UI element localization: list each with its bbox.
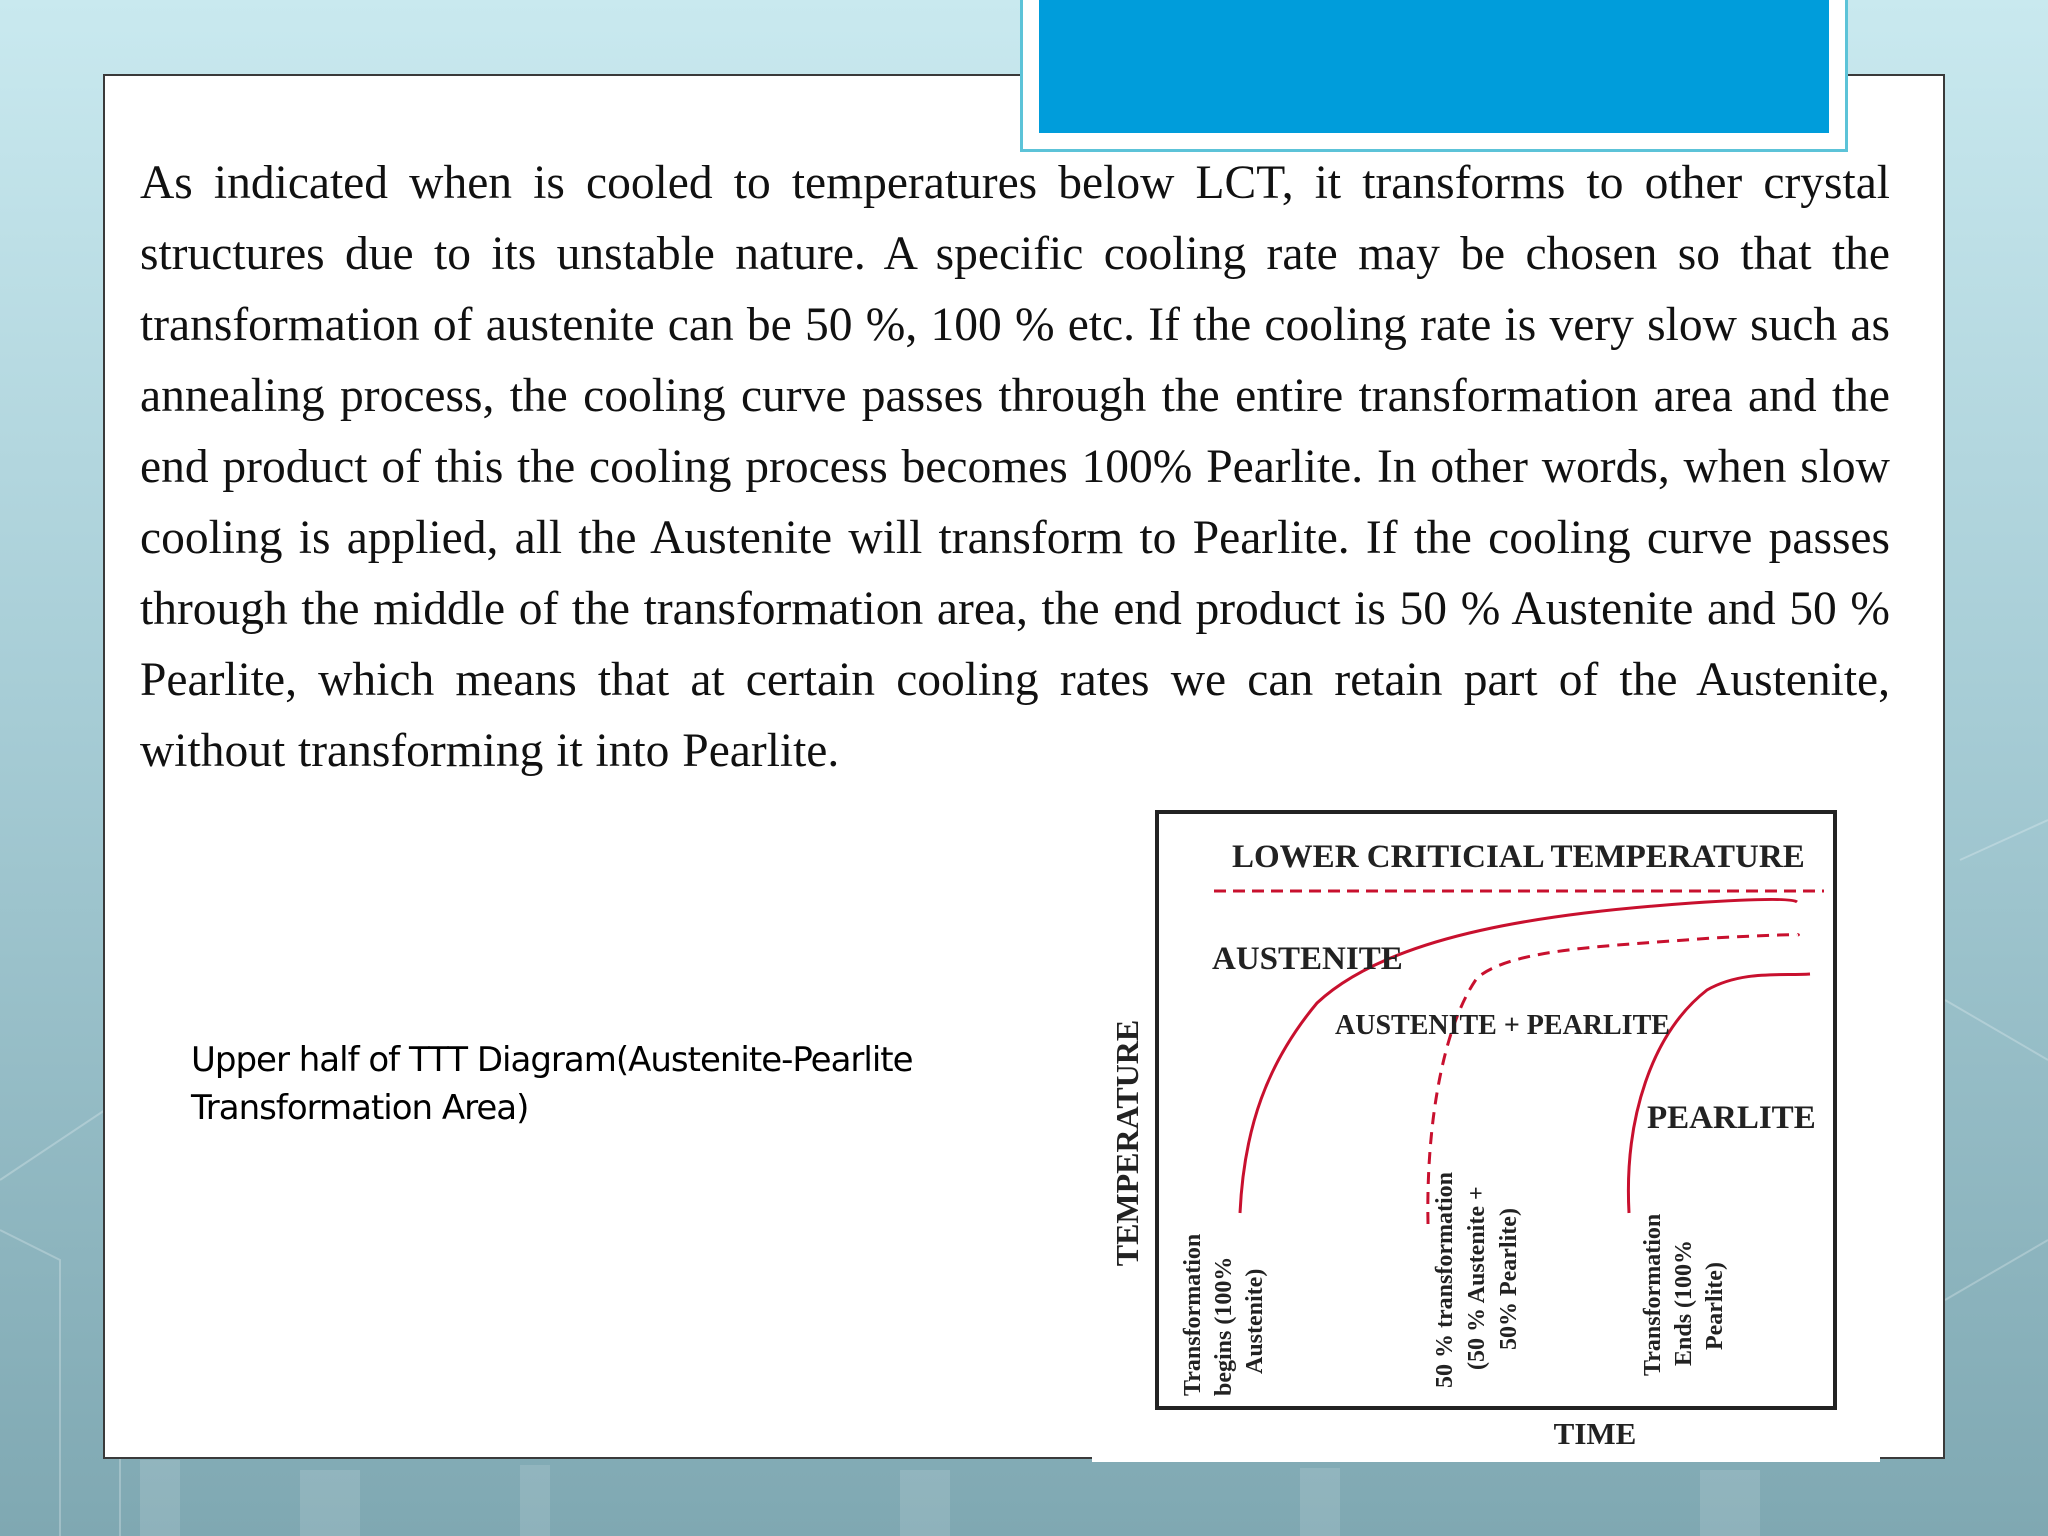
ends-line-3: Pearlite) [1702, 1262, 1728, 1350]
ttt-diagram-svg [1092, 798, 1880, 1462]
half-line-1: 50 % transformation [1432, 1172, 1458, 1388]
region-pearlite-label: PEARLITE [1647, 1100, 1816, 1136]
half-annotation [1432, 1172, 1522, 1388]
ends-line-1: Transformation [1640, 1213, 1666, 1376]
title-bar-fill [1039, 0, 1829, 133]
slide-title-bar [1020, 0, 1848, 152]
region-mixed-label: AUSTENITE + PEARLITE [1335, 1010, 1670, 1041]
ends-annotation [1640, 1214, 1728, 1376]
region-austenite-label: AUSTENITE [1212, 941, 1403, 977]
body-paragraph: As indicated when is cooled to temperatures below LCT, it transforms to other crystal structures due to its unstable nature. A specific cooling rate may be chosen so that the transformation of austenite can be 50 %, 100 % etc. If the cooling rate is very slow such as annealing process, the cooling curve passes through the entire transformation area and the end product of this the cooling process becomes 100% Pearlite. In other words, when slow cooling is applied, all the Austenite will transform to Pearlite. If the cooling curve passes through the middle of the transformation area, the end product is 50 % Austenite and 50 % Pearlite, which means that at certain cooling rates we can retain part of the Austenite, without transforming it into Pearlite. [140, 157, 1890, 777]
half-line-3: 50% Pearlite) [1496, 1208, 1522, 1350]
begins-line-2: begins (100% [1211, 1256, 1237, 1396]
begins-line-1: Transformation [1180, 1233, 1206, 1396]
caption-line-1: Upper half of TTT Diagram(Austenite-Pearlite [191, 1040, 913, 1080]
x-axis-label: TIME [1553, 1416, 1637, 1451]
ends-line-2: Ends (100% [1671, 1239, 1697, 1366]
figure-caption [191, 1036, 991, 1132]
half-line-2: (50 % Austenite + [1464, 1186, 1490, 1370]
caption-line-2: Transformation Area) [191, 1088, 529, 1128]
y-axis-label: TEMPERATURE [1109, 1019, 1145, 1267]
begins-annotation [1180, 1234, 1268, 1396]
ttt-diagram [1092, 798, 1880, 1462]
diagram-title: LOWER CRITICIAL TEMPERATURE [1232, 839, 1805, 875]
begins-line-3: Austenite) [1242, 1268, 1268, 1374]
